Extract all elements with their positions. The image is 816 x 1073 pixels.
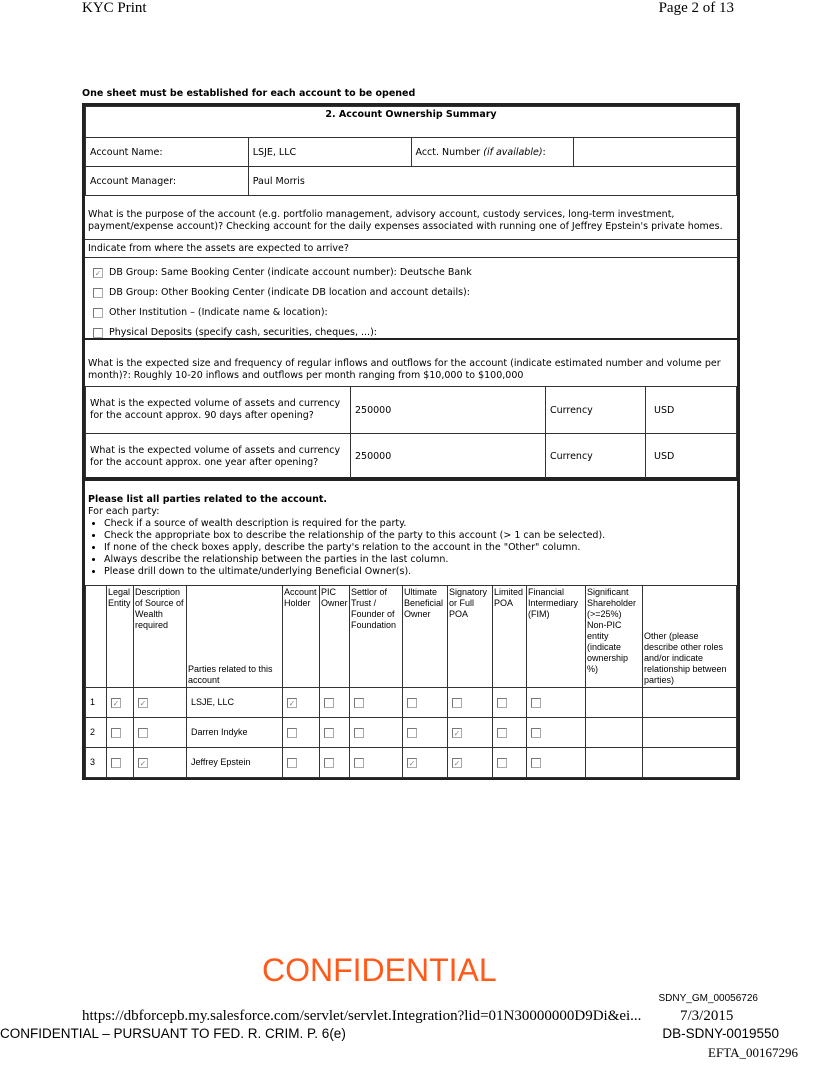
checkbox[interactable] (138, 728, 148, 738)
checkbox-cell-holder (283, 688, 320, 718)
asset-option[interactable]: Other Institution – (Indicate name & location): (93, 303, 472, 323)
checkbox[interactable] (354, 728, 364, 738)
column-header: Financial Intermediary (FIM) (527, 586, 586, 688)
flows-text: What is the expected size and frequency of regular inflows and outflows for the account (indicate estimated number and volume per month)?: Roughly 10-20 inflows and outflows per month ranging from $10,000 to $100,000 (88, 358, 721, 381)
checkbox[interactable] (452, 698, 462, 708)
bates-sdny-gm: SDNY_GM_00056726 (658, 993, 758, 1004)
column-header: Legal Entity (107, 586, 134, 688)
account-name-label: Account Name: (86, 138, 249, 167)
party-row (86, 748, 737, 778)
checkbox[interactable] (497, 698, 507, 708)
account-manager-label: Account Manager: (86, 167, 249, 196)
purpose-text: What is the purpose of the account (e.g. portfolio management, advisory account, custody services, long-term investment, payment/expense account)? Checking account for the daily expenses associated with running one of Jeffrey Epstein's private homes. (88, 209, 723, 232)
checkbox[interactable] (111, 758, 121, 768)
checkbox-cell-pic (320, 688, 350, 718)
shareholder-cell (586, 748, 643, 778)
checkbox[interactable] (93, 328, 103, 338)
checkbox[interactable] (452, 758, 462, 768)
checkbox-cell-fim (527, 718, 586, 748)
asset-origin-options (93, 263, 472, 343)
checkbox[interactable] (93, 288, 103, 298)
instruction: • Check the appropriate box to describe the relationship of the party to this account (> 1 can be selected). (104, 530, 734, 542)
checkbox-cell-pic (320, 748, 350, 778)
checkbox-cell-sow (134, 718, 187, 748)
checkbox-cell-settlor (350, 718, 403, 748)
row-number: 3 (86, 748, 107, 778)
checkbox-cell-sig (448, 748, 493, 778)
parties-title: Please list all parties related to the account. (88, 494, 328, 505)
column-header: Ultimate Beneficial Owner (403, 586, 448, 688)
checkbox[interactable] (111, 728, 121, 738)
bates-efta: EFTA_00167296 (708, 1045, 798, 1060)
checkbox[interactable] (138, 698, 148, 708)
instruction: • If none of the check boxes apply, describe the party's relation to the account in the "Other" column. (104, 542, 734, 554)
checkbox-cell-pic (320, 718, 350, 748)
confidential-watermark: CONFIDENTIAL (262, 952, 497, 988)
instruction: • Always describe the relationship between the parties in the last column. (104, 554, 734, 566)
assets-question: Indicate from where the assets are expected to arrive? (88, 243, 349, 254)
volume-90-question: What is the expected volume of assets and currency for the account approx. 90 days after opening? (86, 387, 351, 434)
checkbox-cell-legal (107, 688, 134, 718)
confidential-notice: CONFIDENTIAL – PURSUANT TO FED. R. CRIM. P. 6(e) (0, 1026, 346, 1041)
column-header: Other (please describe other roles and/or indicate relationship between parties) (643, 586, 737, 688)
parties-table (85, 585, 737, 778)
parties-instructions (88, 518, 734, 578)
bates-db-sdny: DB-SDNY-0019550 (662, 1026, 779, 1041)
party-name: Darren Indyke (187, 718, 283, 748)
column-header: Settlor of Trust / Founder of Foundation (350, 586, 403, 688)
checkbox-cell-lpoa (493, 748, 527, 778)
checkbox[interactable] (324, 758, 334, 768)
acct-number-value (574, 138, 737, 167)
checkbox[interactable] (531, 728, 541, 738)
column-header: Significant Shareholder (>=25%) Non-PIC entity (indicate ownership %) (586, 586, 643, 688)
party-row (86, 718, 737, 748)
column-header: Account Holder (283, 586, 320, 688)
column-header (86, 586, 107, 688)
checkbox-cell-lpoa (493, 688, 527, 718)
asset-option[interactable]: ✓ DB Group: Same Booking Center (indicate account number): Deutsche Bank (93, 263, 472, 283)
notice: One sheet must be established for each account to be opened (82, 88, 416, 99)
checkbox-cell-settlor (350, 748, 403, 778)
checkbox-cell-sow (134, 688, 187, 718)
party-name: Jeffrey Epstein (187, 748, 283, 778)
checkbox[interactable] (497, 728, 507, 738)
column-header: Limited POA (493, 586, 527, 688)
acct-number-label: Acct. Number (if available): (411, 138, 574, 167)
currency-label: Currency (546, 387, 646, 434)
checkbox[interactable] (354, 758, 364, 768)
currency-value: USD (646, 434, 737, 480)
shareholder-cell (586, 688, 643, 718)
account-summary-form (82, 103, 740, 480)
checkbox-cell-fim (527, 688, 586, 718)
source-url: https://dbforcepb.my.salesforce.com/servlet/servlet.Integration?lid=01N30000000D9Di&ei... (82, 1008, 642, 1024)
asset-option[interactable]: DB Group: Other Booking Center (indicate DB location and account details): (93, 283, 472, 303)
checkbox-cell-legal (107, 748, 134, 778)
checkbox-cell-ubo (403, 688, 448, 718)
checkbox[interactable] (324, 728, 334, 738)
other-cell (643, 688, 737, 718)
checkbox[interactable] (407, 698, 417, 708)
account-manager-value: Paul Morris (248, 167, 736, 196)
account-name-value: LSJE, LLC (248, 138, 411, 167)
asset-option[interactable]: Physical Deposits (specify cash, securities, cheques, ...): (93, 323, 472, 343)
checkbox[interactable] (111, 698, 121, 708)
instruction: • Check if a source of wealth description is required for the party. (104, 518, 734, 530)
checkbox-cell-ubo (403, 718, 448, 748)
party-name: LSJE, LLC (187, 688, 283, 718)
checkbox[interactable] (452, 728, 462, 738)
checkbox[interactable] (531, 758, 541, 768)
volume-1yr-question: What is the expected volume of assets and currency for the account approx. one year after opening? (86, 434, 351, 480)
checkbox[interactable] (497, 758, 507, 768)
party-row (86, 688, 737, 718)
row-number: 1 (86, 688, 107, 718)
checkbox[interactable] (138, 758, 148, 768)
checkbox-cell-lpoa (493, 718, 527, 748)
checkbox-cell-settlor (350, 688, 403, 718)
column-header: Parties related to this account (187, 586, 283, 688)
volume-90-value: 250000 (351, 387, 546, 434)
checkbox[interactable] (287, 728, 297, 738)
checkbox-cell-holder (283, 748, 320, 778)
checkbox[interactable] (93, 308, 103, 318)
column-header: Signatory or Full POA (448, 586, 493, 688)
checkbox-cell-ubo (403, 748, 448, 778)
column-header: Description of Source of Wealth required (134, 586, 187, 688)
other-cell (643, 718, 737, 748)
checkbox[interactable] (407, 758, 417, 768)
checkbox[interactable] (287, 698, 297, 708)
checkbox[interactable] (354, 698, 364, 708)
checkbox-cell-fim (527, 748, 586, 778)
shareholder-cell (586, 718, 643, 748)
checkbox[interactable] (407, 728, 417, 738)
checkbox-cell-holder (283, 718, 320, 748)
section-title: 2. Account Ownership Summary (86, 107, 737, 138)
checkbox-cell-sig (448, 688, 493, 718)
checkbox-cell-legal (107, 718, 134, 748)
volume-1yr-value: 250000 (351, 434, 546, 480)
instruction: • Please drill down to the ultimate/underlying Beneficial Owner(s). (104, 566, 734, 578)
print-title: KYC Print (82, 0, 147, 16)
parties-sub: For each party: (88, 506, 160, 517)
checkbox-cell-sow (134, 748, 187, 778)
checkbox[interactable] (531, 698, 541, 708)
checkbox[interactable] (324, 698, 334, 708)
column-header: PIC Owner (320, 586, 350, 688)
currency-value: USD (646, 387, 737, 434)
checkbox-cell-sig (448, 718, 493, 748)
checkbox[interactable] (287, 758, 297, 768)
currency-label: Currency (546, 434, 646, 480)
page-number: Page 2 of 13 (658, 0, 734, 16)
checkbox[interactable] (93, 268, 103, 278)
other-cell (643, 748, 737, 778)
parties-section (82, 478, 740, 780)
print-date: 7/3/2015 (680, 1008, 734, 1024)
row-number: 2 (86, 718, 107, 748)
